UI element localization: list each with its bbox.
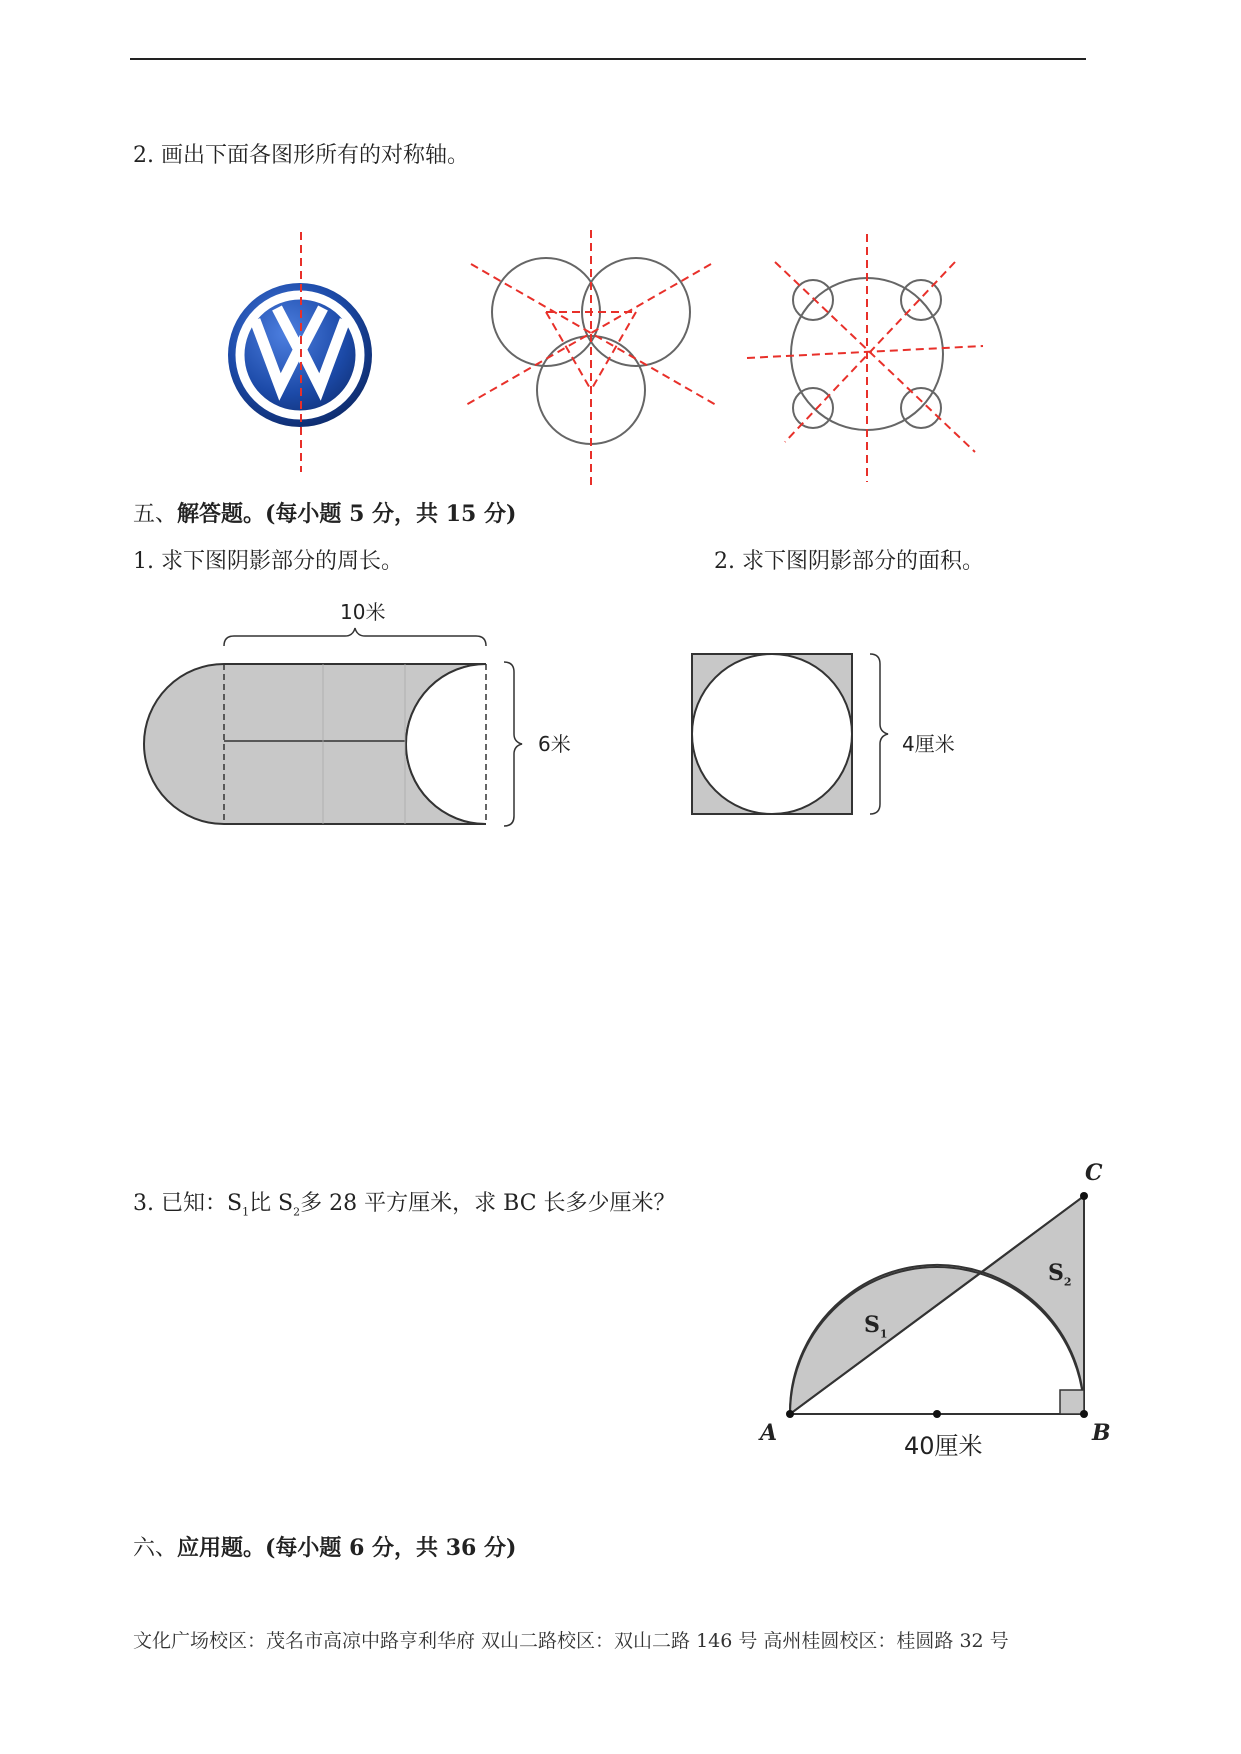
three-circles-figure (466, 230, 716, 490)
label-b: B (1092, 1420, 1111, 1446)
p1-top-label: 10米 (340, 600, 386, 624)
label-s2: $S_2$ (1048, 1260, 1072, 1289)
page-footer: 文化广场校区：茂名市高凉中路亨利华府 双山二路校区：双山二路 146 号 高州桂圆校区：桂圆路 32 号 (133, 1630, 1009, 1652)
section5-heading: 五、解答题。(每小题 5 分，共 15 分) (133, 501, 517, 527)
label-s1: $S_1$ (864, 1312, 888, 1341)
four-circles-figure (745, 232, 985, 492)
p3-figure (760, 1160, 1100, 1430)
q2-intro: 2. 画出下面各图形所有的对称轴。 (133, 143, 469, 168)
p1-figure (140, 628, 560, 828)
vw-logo-figure (225, 232, 375, 482)
p2-side-label: 4厘米 (902, 732, 955, 756)
p3-base-label: 40厘米 (904, 1432, 983, 1460)
label-a: A (760, 1420, 778, 1446)
header-rule (130, 58, 1086, 60)
section6-heading: 六、应用题。(每小题 6 分，共 36 分) (133, 1535, 517, 1561)
problem1-text: 1. 求下图阴影部分的周长。 (133, 549, 403, 574)
p2-figure (690, 652, 890, 822)
problem3-text: 3. 已知：$S_1$比 $S_2$多 28 平方厘米，求 BC 长多少厘米？ (133, 1191, 676, 1219)
label-c: C (1085, 1160, 1103, 1186)
p1-side-label: 6米 (538, 732, 571, 756)
problem2-text: 2. 求下图阴影部分的面积。 (714, 549, 984, 574)
